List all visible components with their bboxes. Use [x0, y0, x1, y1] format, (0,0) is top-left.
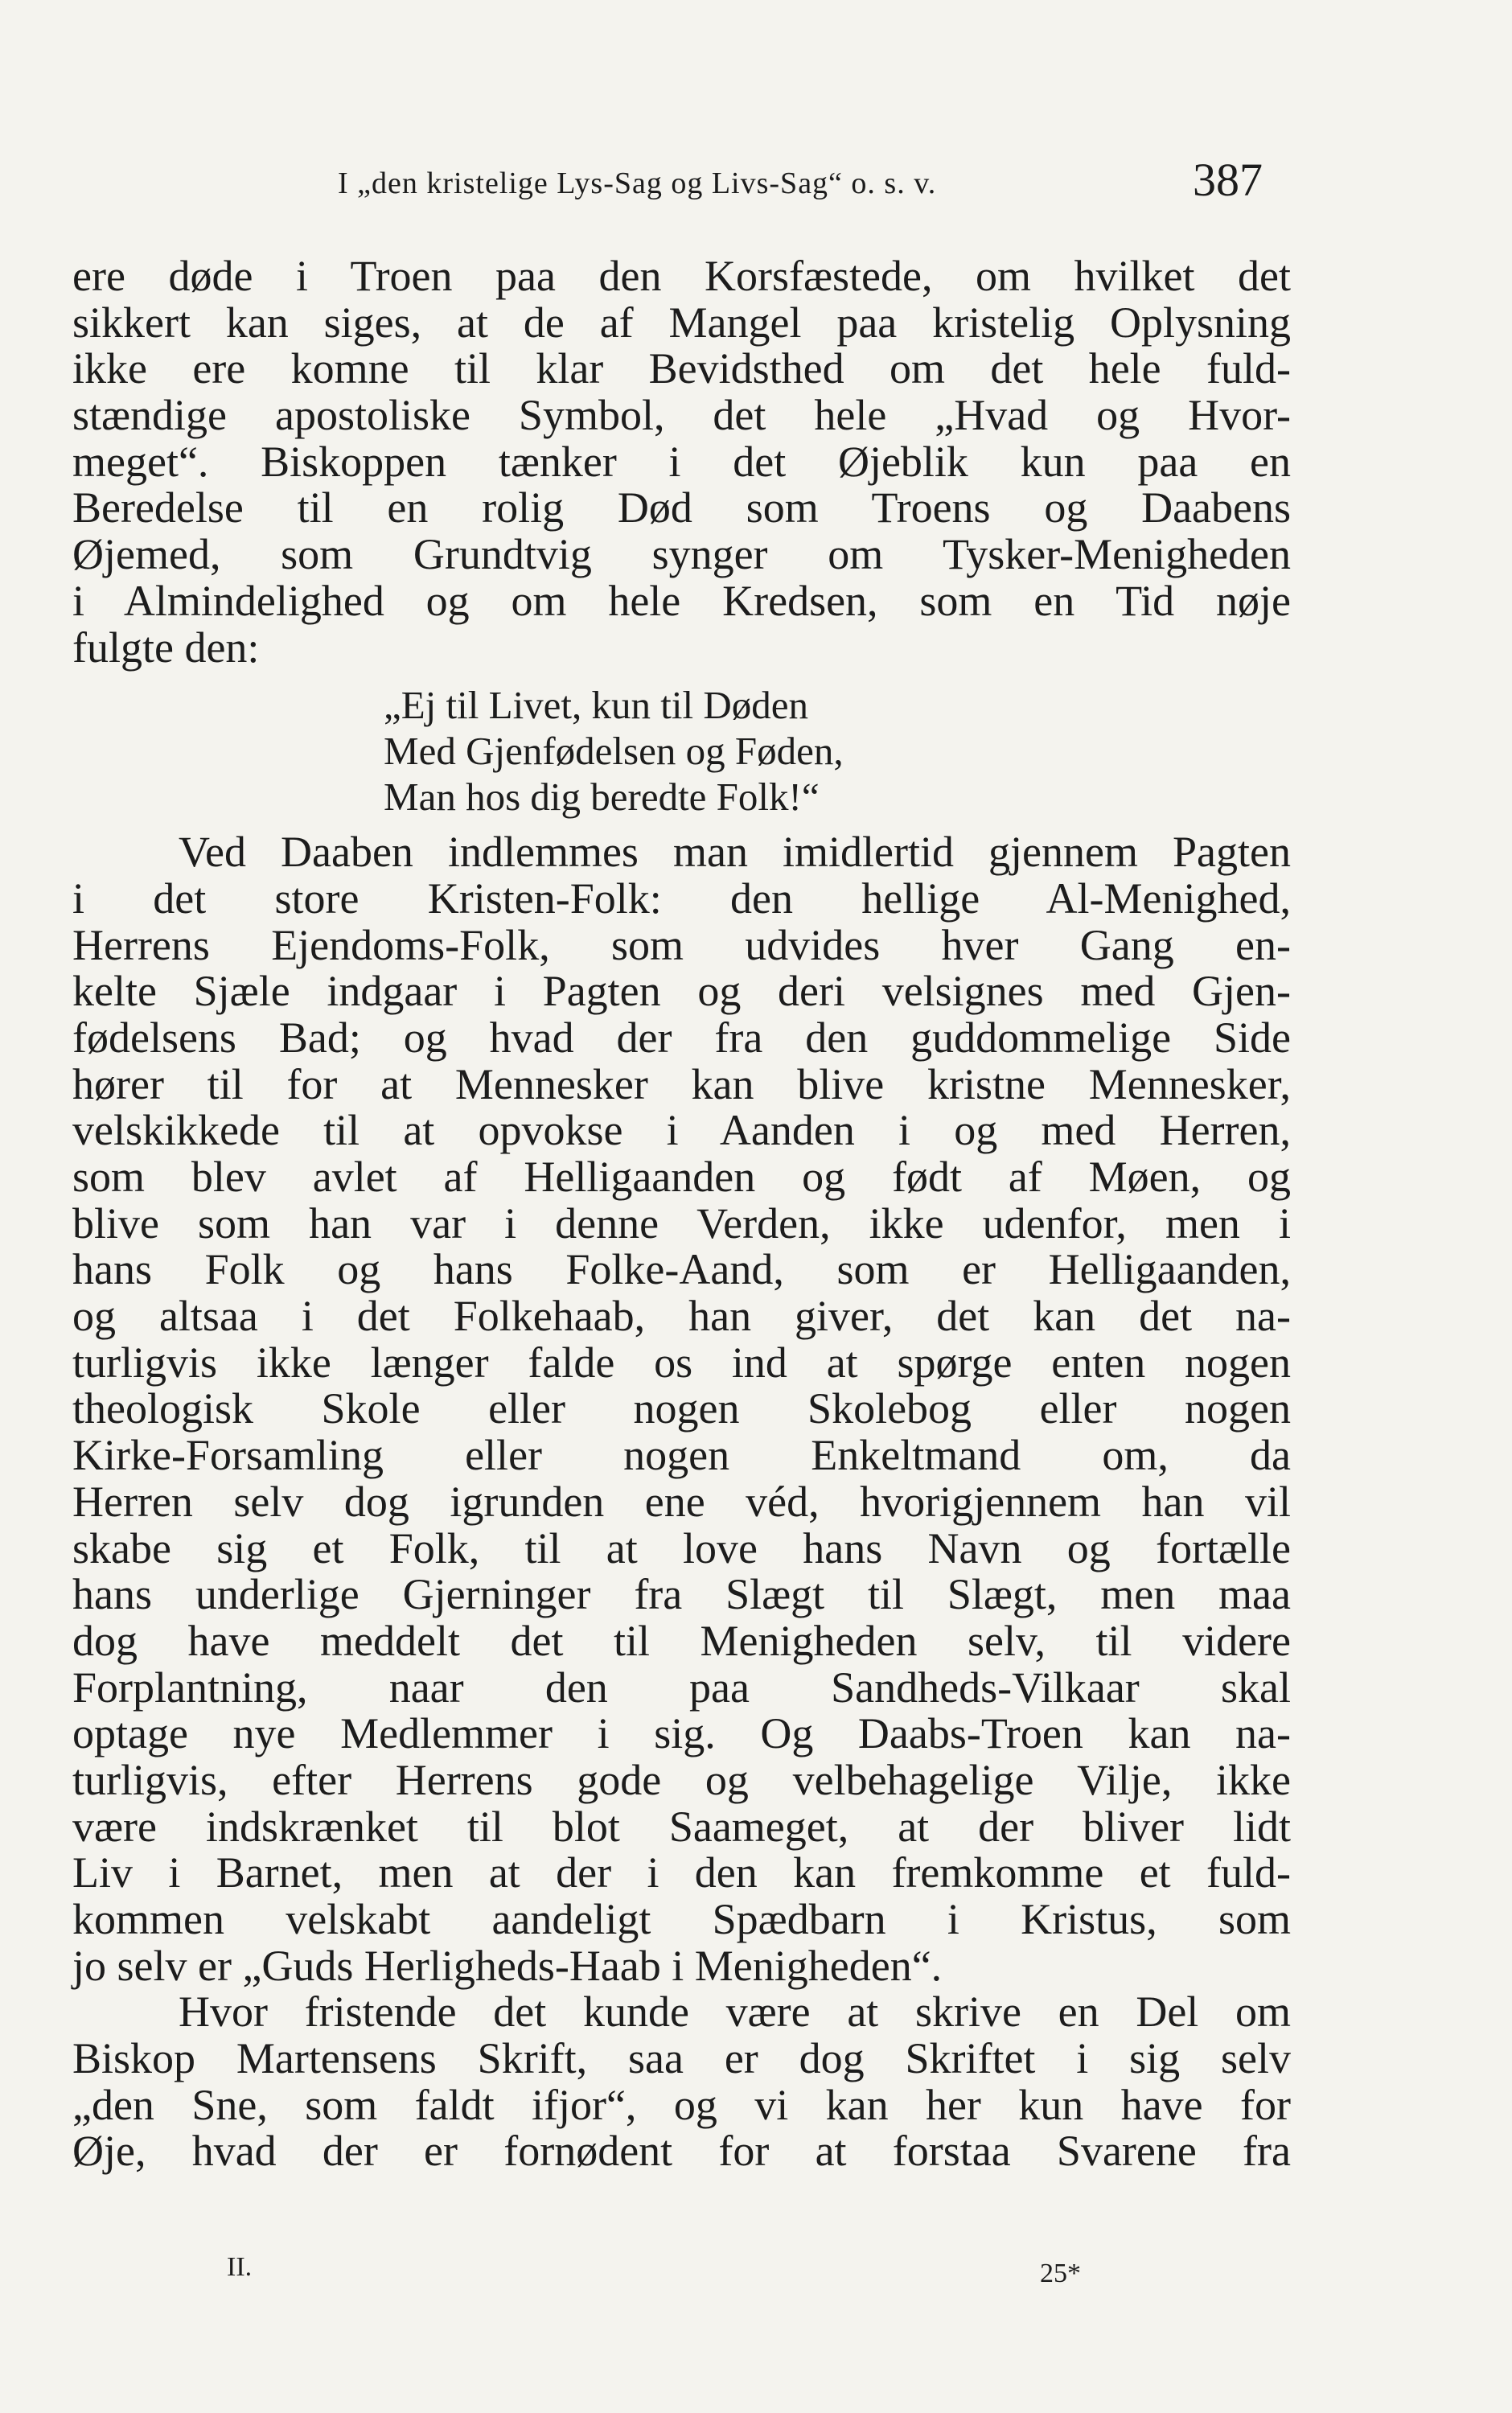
text-line: i det store Kristen-Folk: den hellige Al-Menighed, [72, 874, 1291, 923]
text-line: og altsaa i det Folkehaab, han giver, det kan det na- [72, 1292, 1291, 1341]
text-line: Herren selv dog igrunden ene véd, hvorigjennem han vil [72, 1477, 1291, 1526]
text-line: dog have meddelt det til Menigheden selv, til videre [72, 1616, 1291, 1665]
text-line: kommen velskabt aandeligt Spædbarn i Kristus, som [72, 1895, 1291, 1943]
running-head: I „den kristelige Lys-Sag og Livs-Sag“ o. s. v. [338, 166, 937, 200]
text-line: Kirke-Forsamling eller nogen Enkeltmand om, da [72, 1431, 1291, 1480]
verse-line: „Ej til Livet, kun til Døden [384, 683, 809, 728]
text-line: ere døde i Troen paa den Korsfæstede, om hvilket det [72, 252, 1291, 300]
text-line: meget“. Biskoppen tænker i det Øjeblik kun paa en [72, 437, 1291, 486]
text-line: Herrens Ejendoms-Folk, som udvides hver Gang en- [72, 920, 1291, 969]
text-line: være indskrænket til blot Saameget, at der bliver lidt [72, 1802, 1291, 1851]
text-line: theologisk Skole eller nogen Skolebog eller nogen [72, 1384, 1291, 1433]
text-line: hører til for at Mennesker kan blive kristne Mennesker, [72, 1059, 1291, 1108]
text-line: „den Sne, som faldt ifjor“, og vi kan her kun have for [72, 2080, 1291, 2129]
text-line: skabe sig et Folk, til at love hans Navn og fortælle [72, 1523, 1291, 1572]
text-line: Forplantning, naar den paa Sandheds-Vilkaar skal [72, 1663, 1291, 1712]
paragraph [72, 1989, 1291, 2175]
text-line: turligvis ikke længer falde os ind at spørge enten nogen [72, 1338, 1291, 1387]
text-line: Biskop Martensens Skrift, saa er dog Skriftet i sig selv [72, 2034, 1291, 2083]
text-line: Øjemed, som Grundtvig synger om Tysker-Menigheden [72, 530, 1291, 579]
text-line: Hvor fristende det kunde være at skrive en Del om [179, 1988, 1291, 2037]
text-line: Øje, hvad der er fornødent for at forstaa Svarene fra [72, 2127, 1291, 2176]
text-line: velskikkede til at opvokse i Aanden i og med Herren, [72, 1106, 1291, 1155]
text-line: Beredelse til en rolig Død som Troens og Daabens [72, 483, 1291, 532]
paragraph [72, 253, 1291, 671]
verse-line: Man hos dig beredte Folk!“ [384, 775, 820, 820]
text-line: som blev avlet af Helligaanden og født af Møen, og [72, 1153, 1291, 1201]
text-line: optage nye Medlemmer i sig. Og Daabs-Troen kan na- [72, 1709, 1291, 1758]
page-number: 387 [1193, 154, 1263, 206]
text-line: Ved Daaben indlemmes man imidlertid gjennem Pagten [179, 828, 1291, 877]
signature-mark: II. [227, 2252, 253, 2282]
verse-line: Med Gjenfødelsen og Føden, [384, 729, 844, 774]
text-line: jo selv er „Guds Herligheds-Haab i Menigheden“. [72, 1941, 943, 1990]
text-line: i Almindelighed og om hele Kredsen, som en Tid nøje [72, 576, 1291, 625]
text-line: kelte Sjæle indgaar i Pagten og deri velsignes med Gjen- [72, 967, 1291, 1016]
text-line: hans Folk og hans Folke-Aand, som er Helligaanden, [72, 1245, 1291, 1294]
text-line: ikke ere komne til klar Bevidsthed om det hele fuld- [72, 344, 1291, 393]
text-line: fulgte den: [72, 623, 260, 672]
body-text [72, 253, 1291, 2175]
text-line: sikkert kan siges, at de af Mangel paa kristelig Oplysning [72, 298, 1291, 347]
verse-quote [72, 682, 1291, 820]
sheet-mark: 25* [1040, 2259, 1081, 2288]
text-line: fødelsens Bad; og hvad der fra den guddommelige Side [72, 1013, 1291, 1062]
text-line: turligvis, efter Herrens gode og velbehagelige Vilje, ikke [72, 1755, 1291, 1804]
paragraph [72, 829, 1291, 1989]
text-line: blive som han var i denne Verden, ikke udenfor, men i [72, 1198, 1291, 1248]
page-header [72, 153, 1263, 217]
text-line: hans underlige Gjerninger fra Slægt til Slægt, men maa [72, 1570, 1291, 1619]
text-line: stændige apostoliske Symbol, det hele „Hvad og Hvor- [72, 391, 1291, 440]
text-line: Liv i Barnet, men at der i den kan fremkomme et fuld- [72, 1848, 1291, 1897]
